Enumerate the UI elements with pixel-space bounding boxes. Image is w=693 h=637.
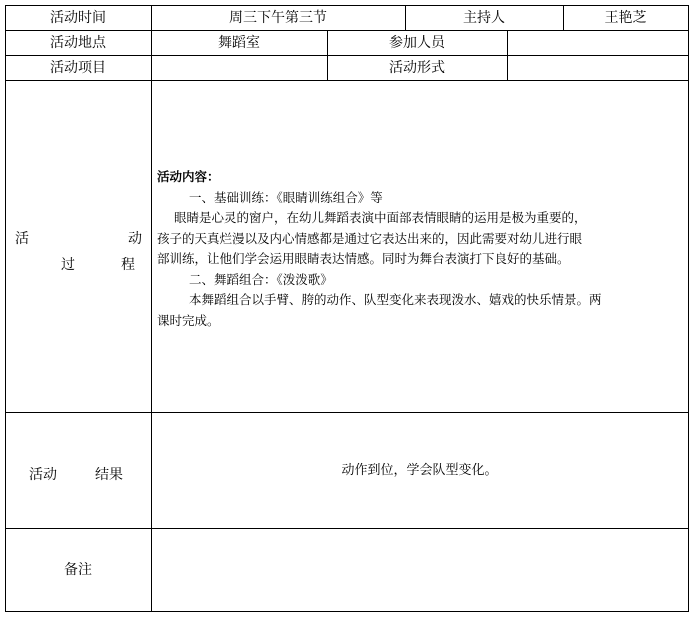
result-label-part-2: 结果	[95, 467, 123, 483]
result-label-part-1: 活动	[29, 467, 57, 483]
process-content	[157, 167, 682, 331]
value-activity-form	[507, 55, 688, 80]
label-activity-place: 活动地点	[50, 34, 106, 51]
process-label-char-2: 动	[128, 231, 142, 247]
row-divider-3	[5, 80, 689, 81]
process-label-char-3: 过	[61, 257, 75, 273]
section1-heading: 一、基础训练：《眼睛训练组合》等	[189, 189, 383, 205]
label-activity-form: 活动形式	[389, 59, 445, 76]
label-activity-time: 活动时间	[50, 9, 106, 26]
value-activity-project	[151, 55, 327, 80]
remarks-label: 备注	[64, 561, 92, 578]
process-label-char-4: 程	[121, 257, 135, 273]
section2-line-1: 本舞蹈组合以手臂、胯的动作、队型变化来表现泼水、嬉戏的快乐情景。两	[189, 292, 602, 307]
table-border-bottom	[5, 611, 689, 612]
label-host: 主持人	[463, 9, 505, 26]
value-host: 王艳芝	[604, 9, 647, 26]
section2-line-2: 课时完成。	[157, 312, 220, 328]
process-label-char-1: 活	[15, 231, 29, 247]
content-title: 活动内容：	[157, 169, 220, 184]
section1-line-1: 眼睛是心灵的窗户，在幼儿舞蹈表演中面部表情眼睛的运用是极为重要的，	[174, 210, 587, 225]
label-participants: 参加人员	[389, 34, 445, 51]
value-participants	[507, 30, 688, 55]
table-border-right	[688, 5, 689, 612]
remarks-value	[151, 528, 688, 611]
value-activity-time: 周三下午第三节	[229, 9, 327, 26]
table-border-left	[5, 5, 6, 612]
label-activity-project: 活动项目	[50, 59, 106, 76]
section2-heading: 二、舞蹈组合：《泼泼歌》	[189, 271, 333, 287]
result-value: 动作到位，学会队型变化。	[341, 462, 498, 478]
section1-line-2: 孩子的天真烂漫以及内心情感都是通过它表达出来的，因此需要对幼儿进行眼	[157, 230, 583, 246]
value-activity-place: 舞蹈室	[218, 34, 260, 51]
section1-line-3: 部训练，让他们学会运用眼睛表达情感。同时为舞台表演打下良好的基础。	[157, 251, 570, 266]
